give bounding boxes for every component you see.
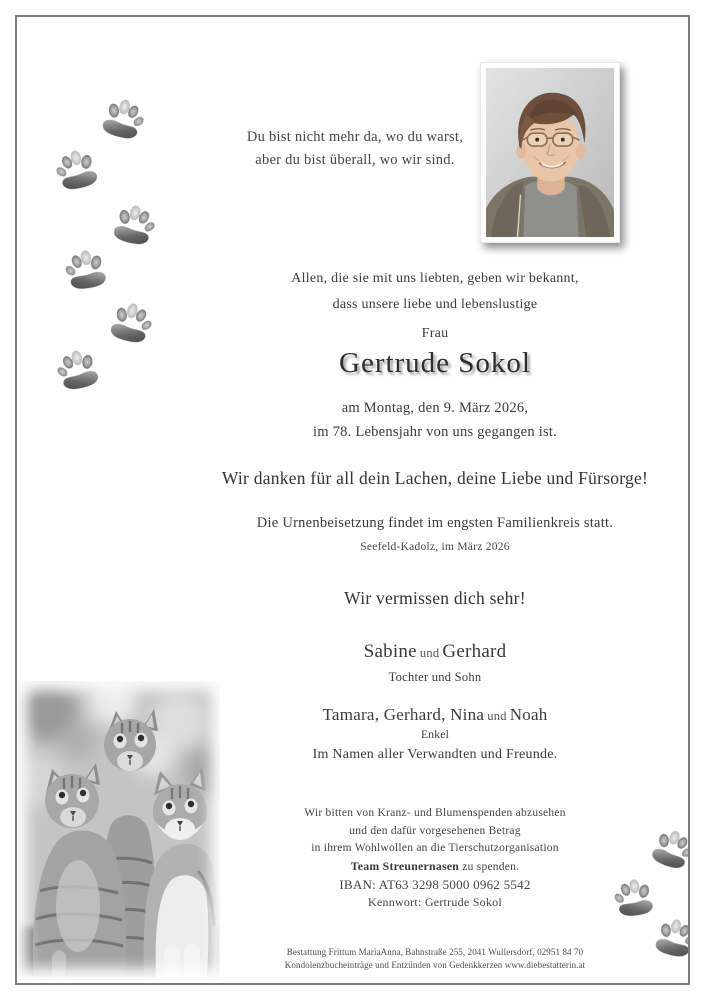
children-names bbox=[150, 641, 690, 663]
announcement-line: dass unsere liebe und lebenslustige bbox=[332, 297, 538, 312]
donation-line-suffix: zu spenden. bbox=[459, 860, 520, 873]
funeral-home-footer bbox=[150, 946, 690, 972]
on-behalf-line: Im Namen aller Verwandten und Freunde. bbox=[312, 747, 558, 762]
organization-name: Team Streunernasen bbox=[350, 858, 460, 873]
donation-line: in ihrem Wohlwollen an die Tierschutzorganisation bbox=[311, 842, 559, 854]
quote-line: Du bist nicht mehr da, wo du warst, bbox=[246, 129, 464, 145]
funeral-home-contact: Bestattung Frittum MariaAnna, Bahnstraße 255, 2041 Wullersdorf, 02951 84 70 bbox=[286, 947, 584, 957]
paw-print-icon bbox=[60, 245, 113, 298]
iban-line: IBAN: AT63 3298 5000 0962 5542 bbox=[339, 877, 531, 892]
donation-line: und den dafür vorgesehenen Betrag bbox=[349, 824, 521, 837]
death-date-block bbox=[150, 396, 690, 444]
grandchildren-names bbox=[150, 705, 690, 725]
gratitude-line: Wir danken für all dein Lachen, deine Liebe und Fürsorge! bbox=[221, 468, 649, 488]
salutation: Frau bbox=[421, 326, 449, 341]
card-border-frame bbox=[15, 15, 690, 985]
donation-organization-line bbox=[150, 858, 690, 877]
deceased-name: Gertrude Sokol bbox=[339, 347, 531, 379]
child-name: Gerhard bbox=[442, 641, 507, 662]
paw-print-icon bbox=[105, 199, 161, 255]
child-name: Sabine bbox=[363, 641, 417, 662]
death-date-line: am Montag, den 9. März 2026, bbox=[341, 400, 529, 416]
condolence-info: Kondolenzbucheinträge und Entzünden von Gedenkkerzen www.diebestatterin.at bbox=[284, 960, 586, 970]
farewell-line: Wir vermissen dich sehr! bbox=[344, 588, 526, 608]
paw-print-icon bbox=[50, 144, 106, 200]
paw-print-icon bbox=[610, 875, 660, 925]
announcement-line: Allen, die sie mit uns liebten, geben wir bekannt, bbox=[291, 271, 579, 286]
grandchild-names: Tamara, Gerhard, Nina bbox=[322, 705, 485, 724]
paw-print-icon bbox=[94, 93, 151, 150]
place-date-line: Seefeld-Kadolz, im März 2026 bbox=[360, 541, 510, 553]
quote-line: aber du bist überall, wo wir sind. bbox=[255, 152, 455, 168]
donation-request bbox=[150, 805, 690, 911]
announcement-text bbox=[150, 266, 690, 347]
grandchild-name: Noah bbox=[509, 705, 548, 724]
name-connector: und bbox=[487, 709, 507, 723]
age-line: im 78. Lebensjahr von uns gegangen ist. bbox=[312, 424, 558, 440]
burial-line: Die Urnenbeisetzung findet im engsten Familienkreis statt. bbox=[256, 515, 614, 531]
paw-print-icon bbox=[51, 344, 107, 400]
memorial-quote bbox=[155, 126, 555, 172]
grandchildren-role: Enkel bbox=[420, 729, 450, 741]
donation-line: Wir bitten von Kranz- und Blumenspenden abzusehen bbox=[304, 807, 566, 819]
name-connector: und bbox=[419, 646, 440, 660]
children-role: Tochter und Sohn bbox=[388, 670, 482, 684]
keyword-line: Kennwort: Gertrude Sokol bbox=[368, 894, 502, 909]
